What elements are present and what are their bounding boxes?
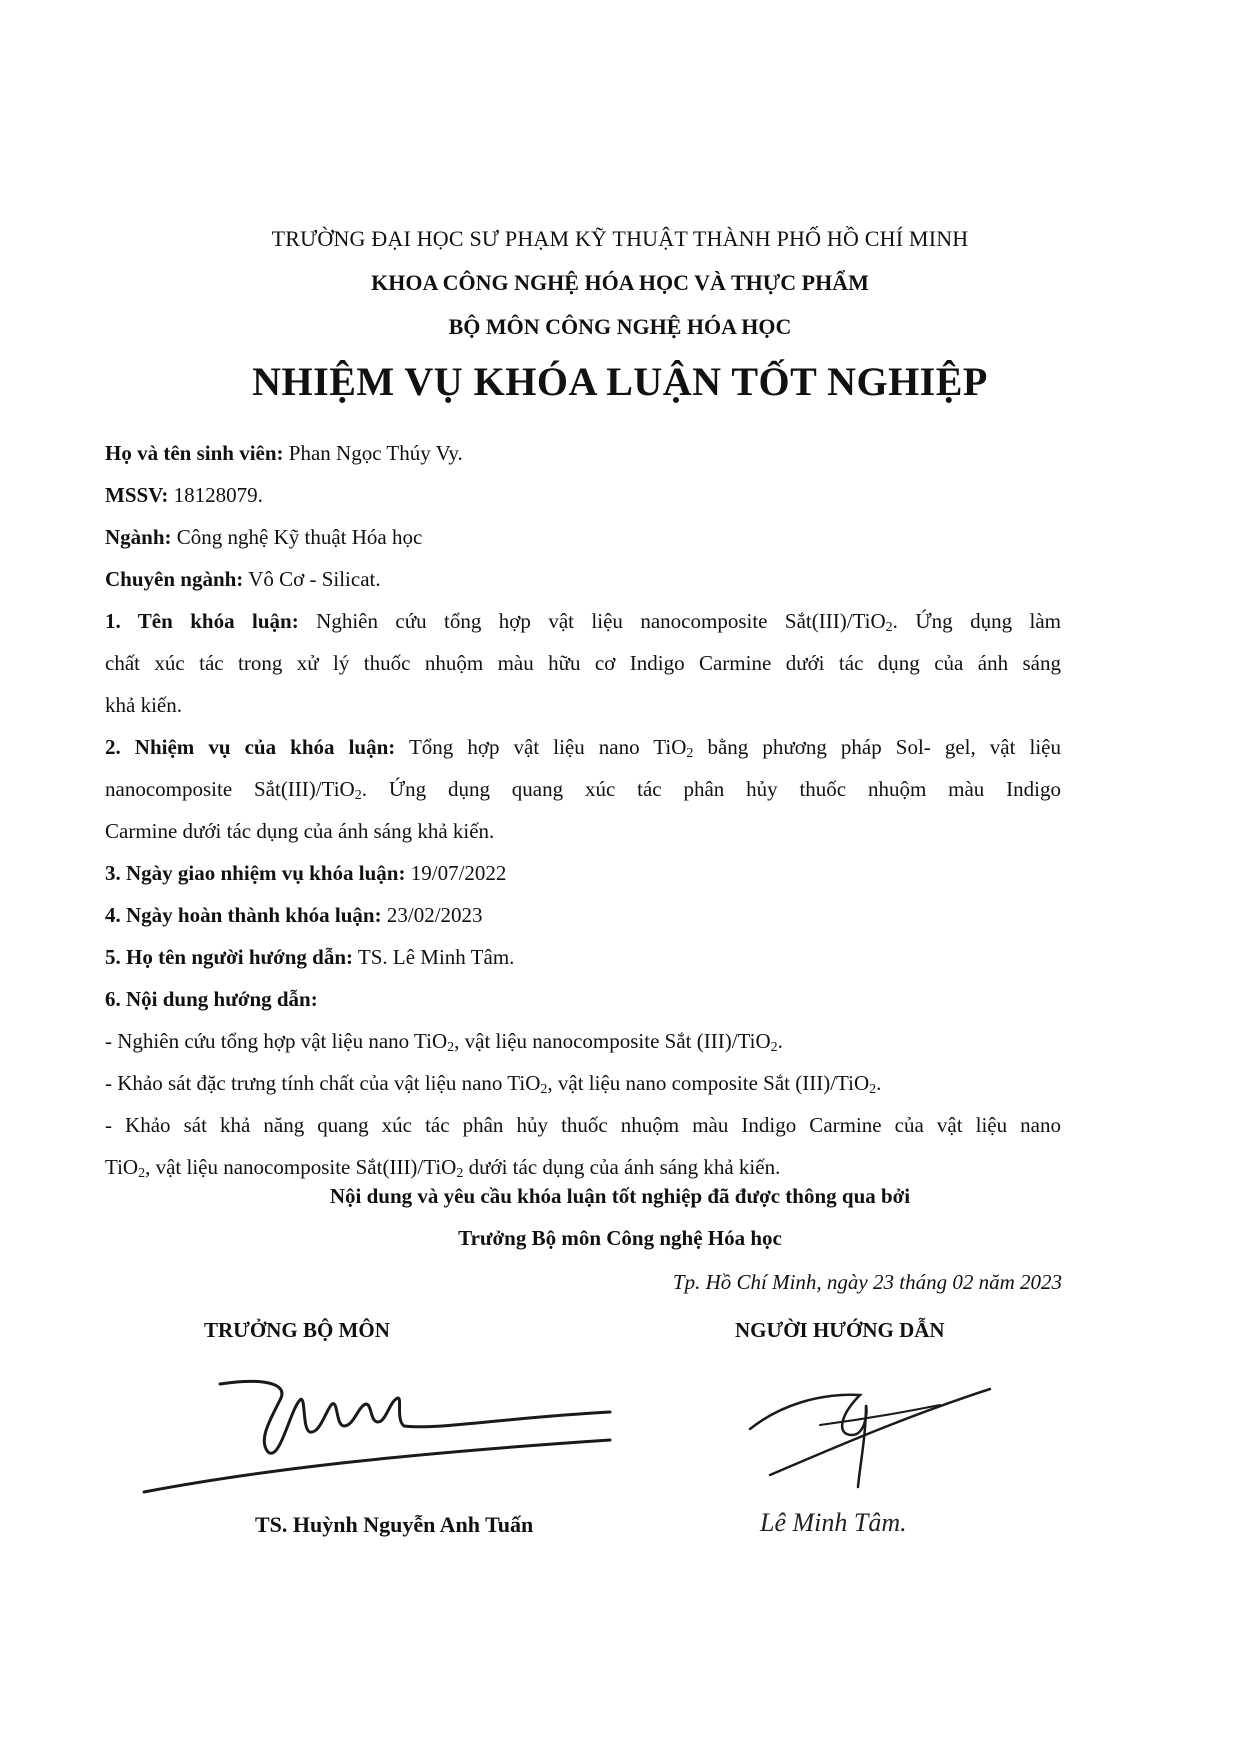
item-2-line-2 (105, 768, 1061, 810)
item-1-text-b: . Ứng dụng làm (892, 609, 1061, 633)
right-signature-title: NGƯỜI HƯỚNG DẪN (735, 1318, 945, 1342)
guidance-1-text-b: , vật liệu nanocomposite Sắt (III)/TiO (454, 1029, 771, 1053)
item-6-label: 6. Nội dung hướng dẫn: (105, 987, 318, 1011)
guidance-2-text-b: , vật liệu nano composite Sắt (III)/TiO (547, 1071, 870, 1095)
guidance-2-text-a: - Khảo sát đặc trưng tính chất của vật liệu nano TiO (105, 1071, 541, 1095)
item-1-line-3: khả kiến. (105, 693, 182, 717)
guidance-3-text-a: TiO (105, 1155, 139, 1179)
left-signer-name: TS. Huỳnh Nguyễn Anh Tuấn (255, 1512, 534, 1537)
item-2-text-c: nanocomposite Sắt(III)/TiO (105, 777, 355, 801)
subscript: 2 (686, 746, 694, 761)
guidance-3-text-c: dưới tác dụng của ánh sáng khả kiến. (463, 1155, 781, 1179)
item-2-text-d: . Ứng dụng quang xúc tác phân hủy thuốc nhuộm màu Indigo (361, 777, 1061, 801)
right-signature-image (740, 1375, 1000, 1505)
student-id-label: MSSV: (105, 483, 169, 507)
guidance-3-text-b: , vật liệu nanocomposite Sắt(III)/TiO (145, 1155, 457, 1179)
item-2-line-3: Carmine dưới tác dụng của ánh sáng khả kiến. (105, 819, 495, 843)
item-3-row (105, 852, 1061, 894)
item-4-label: 4. Ngày hoàn thành khóa luận: (105, 903, 382, 927)
left-signature-image (140, 1370, 620, 1510)
approval-line-2: Trưởng Bộ môn Công nghệ Hóa học (458, 1226, 782, 1250)
major-label: Ngành: (105, 525, 172, 549)
department-name: BỘ MÔN CÔNG NGHỆ HÓA HỌC (448, 314, 792, 339)
item-1-line-2: chất xúc tác trong xử lý thuốc nhuộm màu hữu cơ Indigo Carmine dưới tác dụng của ánh sáng (105, 651, 1061, 675)
item-2-text-a: Tổng hợp vật liệu nano TiO (408, 735, 687, 759)
student-id-value: 18128079. (173, 483, 263, 507)
university-name: TRƯỜNG ĐẠI HỌC SƯ PHẠM KỸ THUẬT THÀNH PHỐ HỒ CHÍ MINH (271, 226, 969, 251)
right-signer-name: Lê Minh Tâm. (760, 1508, 907, 1537)
approval-line-1: Nội dung và yêu cầu khóa luận tốt nghiệp đã được thông qua bởi (329, 1184, 911, 1208)
student-name-row (105, 432, 1061, 474)
assign-date: 19/07/2022 (410, 861, 507, 885)
guidance-item-3-line-2 (105, 1146, 1061, 1188)
item-1-line-1 (105, 600, 1061, 642)
subscript: 2 (885, 620, 893, 635)
specialization-value: Vô Cơ - Silicat. (248, 567, 381, 591)
subscript: 2 (354, 788, 362, 803)
student-name-label: Họ và tên sinh viên: (105, 441, 284, 465)
guidance-1-text-c: . (777, 1029, 783, 1053)
item-3-label: 3. Ngày giao nhiệm vụ khóa luận: (105, 861, 406, 885)
subscript: 2 (138, 1166, 146, 1181)
place-date: Tp. Hồ Chí Minh, ngày 23 tháng 02 năm 2023 (672, 1270, 1062, 1294)
item-5-row (105, 936, 1061, 978)
subscript: 2 (540, 1082, 548, 1097)
item-4-row (105, 894, 1061, 936)
subscript: 2 (770, 1040, 778, 1055)
item-2-label: 2. Nhiệm vụ của khóa luận: (105, 735, 396, 759)
item-1-text-a: Nghiên cứu tổng hợp vật liệu nanocomposite Sắt(III)/TiO (316, 609, 886, 633)
guidance-2-text-c: . (876, 1071, 882, 1095)
item-2-text-b: bằng phương pháp Sol- gel, vật liệu (693, 735, 1061, 759)
document-title: NHIỆM VỤ KHÓA LUẬN TỐT NGHIỆP (252, 359, 988, 404)
document-body (105, 432, 1061, 1188)
item-2-line-1 (105, 726, 1061, 768)
major-value: Công nghệ Kỹ thuật Hóa học (176, 525, 423, 549)
faculty-name: KHOA CÔNG NGHỆ HÓA HỌC VÀ THỰC PHẨM (371, 270, 869, 295)
subscript: 2 (456, 1166, 464, 1181)
guidance-1-text-a: - Nghiên cứu tổng hợp vật liệu nano TiO (105, 1029, 448, 1053)
student-name-value: Phan Ngọc Thúy Vy. (288, 441, 463, 465)
guidance-item-3-line-1: - Khảo sát khả năng quang xúc tác phân hủy thuốc nhuộm màu Indigo Carmine của vật liệu nano (105, 1113, 1061, 1137)
specialization-label: Chuyên ngành: (105, 567, 244, 591)
item-5-label: 5. Họ tên người hướng dẫn: (105, 945, 354, 969)
subscript: 2 (447, 1040, 455, 1055)
left-signature-title: TRƯỞNG BỘ MÔN (204, 1318, 390, 1342)
student-id-row (105, 474, 1061, 516)
guidance-item-2 (105, 1062, 1061, 1104)
advisor-name: TS. Lê Minh Tâm. (357, 945, 515, 969)
item-1-label: 1. Tên khóa luận: (105, 609, 299, 633)
specialization-row (105, 558, 1061, 600)
major-row (105, 516, 1061, 558)
guidance-item-1 (105, 1020, 1061, 1062)
subscript: 2 (869, 1082, 877, 1097)
complete-date: 23/02/2023 (386, 903, 483, 927)
